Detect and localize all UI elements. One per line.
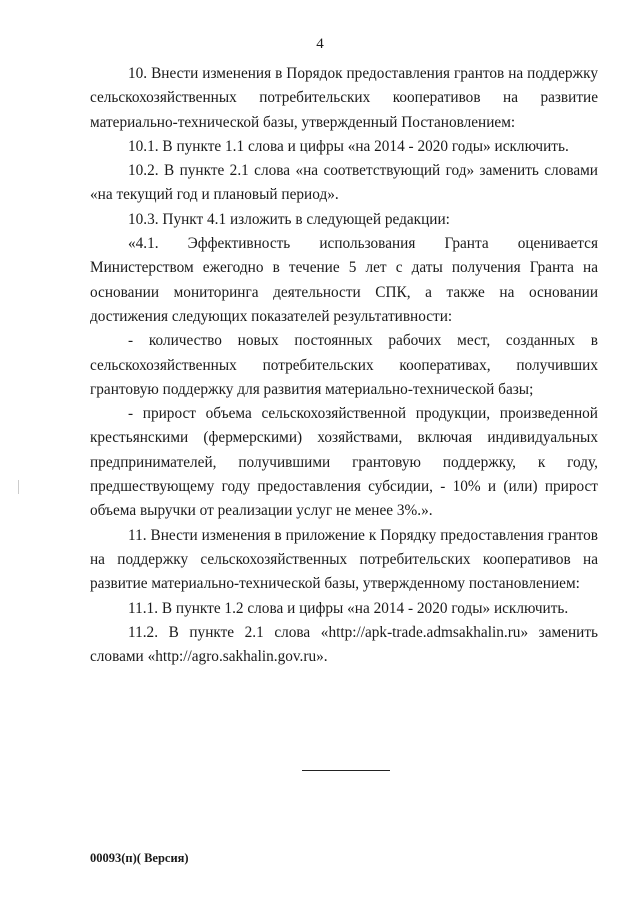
paragraph-11-2: 11.2. В пункте 2.1 слова «http://apk-trade.admsakhalin.ru» заменить словами «http://agro.sakhalin.gov.ru». [90, 623, 598, 666]
end-separator-line [302, 770, 390, 771]
footer-document-code: 00093(п)( Версия) [90, 851, 189, 865]
indicator-production-growth: - прирост объема сельскохозяйственной продукции, произведенной крестьянскими (фермерскими) хозяйствами, включая индивидуальных предпринимателей, получившими грантовую поддержку, к году, предшествующему году предоставления субсидии, - 10% и (или) прирост объема выручки от реализации услуг не менее 3%.». [90, 405, 598, 520]
page-number: 4 [316, 36, 324, 52]
paragraph-11-1: 11.1. В пункте 1.2 слова и цифры «на 2014 - 2020 годы» исключить. [128, 599, 569, 617]
scan-margin-mark [18, 480, 19, 494]
indicator-jobs: - количество новых постоянных рабочих мест, созданных в сельскохозяйственных потребительских кооперативах, получивших грантовую поддержку для развития материально-технической базы; [90, 332, 598, 398]
document-body [90, 62, 598, 669]
paragraph-10-2: 10.2. В пункте 2.1 слова «на соответствующий год» заменить словами «на текущий год и плановый период». [90, 162, 598, 204]
paragraph-11: 11. Внести изменения в приложение к Порядку предоставления грантов на поддержку сельскохозяйственных потребительских кооперативов на развитие материально-технической базы, утвержденному постановлением: [90, 526, 598, 593]
paragraph-10-3: 10.3. Пункт 4.1 изложить в следующей редакции: [128, 210, 450, 228]
paragraph-10: 10. Внести изменения в Порядок предоставления грантов на поддержку сельскохозяйственных потребительских кооперативов на развитие материально-технической базы, утвержденный Постановлением: [90, 65, 598, 131]
paragraph-4-1-quote: «4.1. Эффективность использования Гранта оценивается Министерством ежегодно в течение 5 лет с даты получения Гранта на основании мониторинга деятельности СПК, а также на основании достижения следующих показателей результативности: [90, 235, 598, 325]
paragraph-10-1: 10.1. В пункте 1.1 слова и цифры «на 2014 - 2020 годы» исключить. [128, 137, 569, 155]
